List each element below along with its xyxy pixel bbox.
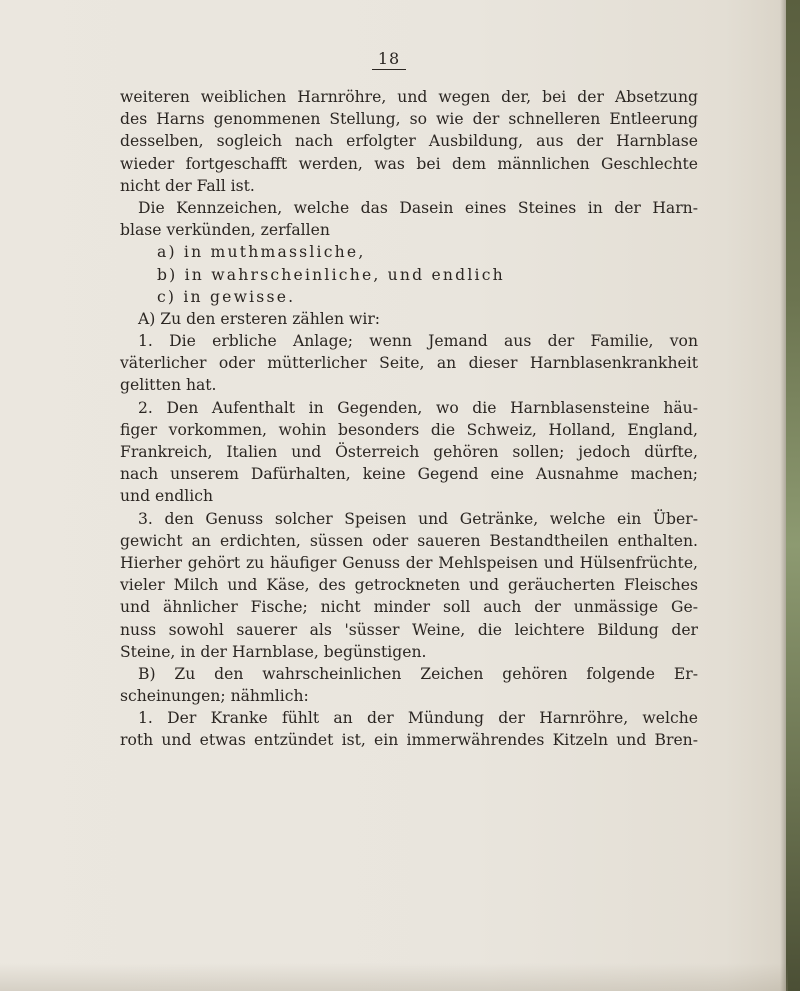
text-line: blase verkünden, zerfallen — [120, 221, 330, 240]
page-number — [0, 49, 800, 70]
text-line: des Harns genommenen Stellung, so wie der schnelleren Entleerung — [120, 110, 698, 129]
binding-edge — [786, 0, 800, 991]
text-line: Frankreich, Italien und Österreich gehören sollen; jedoch dürfte, — [120, 443, 698, 461]
text-line: väterlicher oder mütterlicher Seite, an dieser Harnblasenkrankheit — [120, 354, 698, 373]
text-line: roth und etwas entzündet ist, ein immerwährendes Kitzeln und Bren- — [120, 731, 698, 750]
text-line: und ähnlicher Fische; nicht minder soll auch der unmässige Ge- — [120, 598, 698, 617]
text-line: gewicht an erdichten, süssen oder saueren Bestandtheilen enthalten. — [120, 531, 698, 550]
text-line: vieler Milch und Käse, des getrockneten und geräucherten Fleisches — [120, 576, 698, 595]
text-line: Hierher gehört zu häufiger Genuss der Mehlspeisen und Hülsenfrüchte, — [120, 553, 698, 572]
text-line: Steine, in der Harnblase, begünstigen. — [120, 642, 427, 661]
text-line: gelitten hat. — [120, 376, 217, 395]
text-line: Die Kennzeichen, welche das Dasein eines Steines in der Harn- — [138, 198, 698, 217]
section-heading: A) Zu den ersteren zählen wir: — [138, 309, 381, 328]
text-line: weiteren weiblichen Harnröhre, und wegen der, bei der Absetzung — [120, 88, 698, 106]
text-line: wieder fortgeschafft werden, was bei dem männlichen Geschlechte — [120, 154, 698, 173]
list-item: b) in wahrscheinliche, und endlich — [157, 265, 505, 284]
text-line: 1. Die erbliche Anlage; wenn Jemand aus der Familie, von — [138, 332, 698, 351]
bottom-stain — [0, 963, 788, 991]
text-line: nicht der Fall ist. — [120, 176, 255, 195]
section-heading: B) Zu den wahrscheinlichen Zeichen gehören folgende Er- — [138, 664, 698, 683]
text-line: 2. Den Aufenthalt in Gegenden, wo die Harnblasensteine häu- — [138, 398, 698, 417]
body-text — [120, 86, 698, 752]
text-line: nach unserem Dafürhalten, keine Gegend eine Ausnahme machen; — [120, 465, 698, 484]
text-line: scheinungen; nähmlich: — [120, 687, 309, 706]
text-line: und endlich — [120, 487, 214, 506]
text-line: figer vorkommen, wohin besonders die Schweiz, Holland, England, — [120, 420, 698, 439]
page-number-text: 18 — [372, 49, 406, 70]
text-line: nuss sowohl sauerer als 'süsser Weine, die leichtere Bildung der — [120, 620, 698, 639]
text-line: 3. den Genuss solcher Speisen und Getränke, welche ein Über- — [138, 509, 698, 528]
text-line: desselben, sogleich nach erfolgter Ausbildung, aus der Harnblase — [120, 132, 698, 151]
text-line: 1. Der Kranke fühlt an der Mündung der Harnröhre, welche — [138, 709, 698, 728]
list-item: a) in muthmassliche, — [157, 243, 366, 262]
list-item: c) in gewisse. — [157, 287, 296, 306]
